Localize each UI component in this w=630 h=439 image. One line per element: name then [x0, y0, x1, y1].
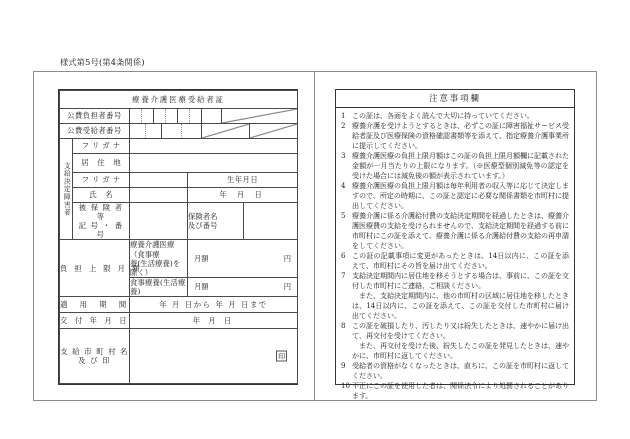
name-value[interactable]	[130, 188, 188, 203]
care-medical-label-line1: 療養介護医療（食事療	[130, 240, 175, 259]
note-text: この証の記載事項に変更があったときは、14日以内に、この証を添えて、市町村にその旨を届け出てください。	[352, 251, 569, 270]
note-item	[341, 111, 569, 121]
note-text: 療養介護に係る介護給付費の支給決定期間を経過したときは、療養介護医療費の支給を受けられませんので、支給決定期間を経過する前に市町村にこの証を添えて、療養介護に係る介護給付費の支給の再申請をしてください。	[352, 211, 569, 250]
name-furigana-label: フリガナ	[73, 173, 130, 188]
note-item	[341, 121, 569, 151]
card-title: 療養介護医療受給者証	[60, 91, 298, 109]
note-subtext: また、支給決定期間内に、他の市町村の区域に居住地を移したときは、14日以内に、この証を添えて、この証を交付した市町村に届け出てください。	[352, 291, 569, 320]
name-row	[60, 188, 298, 203]
certificate-card	[58, 89, 298, 385]
public-payer-row	[60, 109, 298, 124]
note-number: 2	[341, 121, 346, 130]
public-payer-strikethrough	[222, 109, 297, 123]
note-item	[341, 361, 569, 381]
notes-list	[336, 108, 574, 401]
insured-symbol-label	[73, 203, 130, 240]
care-medical-amount[interactable]	[188, 240, 298, 277]
insured-symbol-label-line1: 被 保 険 者 等	[78, 203, 124, 222]
issue-date-label: 交 付 年 月 日	[60, 313, 130, 329]
cap-label: 負 担 上 限 月 額	[60, 240, 130, 297]
recipient-vertical-label	[60, 139, 73, 240]
note-item	[341, 211, 569, 251]
note-number: 3	[341, 151, 346, 160]
public-recipient-row	[60, 124, 298, 139]
note-number: 6	[341, 251, 346, 260]
issue-date-row	[60, 313, 298, 329]
note-text: 受給者の資格がなくなったときは、直ちに、この証を市町村に返してください。	[352, 361, 569, 380]
note-subtext: また、再交付を受けた後、紛失したこの証を発見したときは、速やかに、市町村に返してください。	[352, 341, 569, 360]
meal-amount[interactable]	[188, 277, 298, 296]
insurer-label-line2: 及び番号	[188, 221, 218, 231]
care-medical-monthly-label: 月額	[194, 254, 209, 264]
public-payer-number-cells[interactable]	[130, 109, 298, 124]
note-number: 1	[341, 111, 346, 120]
note-item	[341, 151, 569, 181]
note-number: 9	[341, 361, 346, 370]
address-label: 居 住 地	[73, 154, 130, 173]
address-furigana-row	[60, 139, 298, 154]
public-recipient-strikethrough	[250, 124, 297, 138]
recipient-vertical-label-text: 支給決定障害者	[62, 161, 71, 217]
municipality-label-line1: 支 給 市 町 村 名	[60, 346, 129, 356]
form-number: 様式第5号(第4条関係)	[60, 57, 145, 67]
meal-yen-label: 円	[283, 282, 292, 292]
note-item	[341, 381, 569, 401]
note-text: この証を破損したり、汚したり又は紛失したときは、速やかに届け出て、再交付を受けてください。	[352, 321, 569, 340]
seal-icon: 印	[278, 352, 286, 361]
note-item	[341, 321, 569, 341]
care-medical-label-line2: 養(生活療養)を除く）	[130, 258, 181, 277]
note-item	[341, 251, 569, 271]
municipality-label	[60, 329, 130, 384]
note-item	[341, 181, 569, 211]
insured-symbol-label-line2: 記 号 ・ 番 号	[78, 221, 124, 240]
note-text: 不正にこの証を使用した者は、関係法令により処罰されることがあります。	[352, 381, 569, 400]
note-text: 療養介護を受けようとするときは、必ずこの証に障害福祉サービス受給者証及び医療保険の資格確認書類等を添えて、指定療養介護事業所に提示してください。	[352, 121, 569, 150]
address-row	[60, 154, 298, 173]
care-medical-yen-label: 円	[283, 254, 292, 264]
municipality-row	[60, 329, 298, 384]
meal-monthly-label: 月額	[194, 282, 209, 292]
note-number: 10	[341, 381, 350, 390]
notes-title: 注意事項欄	[336, 90, 574, 108]
note-number: 7	[341, 271, 346, 280]
note-text: 療養介護医療の負担上限月額はこの証の負担上限月額欄に記載された金額が一月当たりの上限になります。（※医療型個別減免等の認定を受けた場合には減免後の額が表示されています。）	[352, 151, 569, 180]
birth-value[interactable]: 年 月 日	[188, 188, 298, 203]
municipality-label-line2: 及 び 印	[78, 356, 111, 366]
name-label: 氏 名	[73, 188, 130, 203]
note-item	[341, 271, 569, 291]
public-recipient-label: 公費受給者番号	[60, 124, 130, 139]
meal-label: 食事療養(生活療養)	[130, 277, 186, 296]
apply-period-label: 適 用 期 間	[60, 297, 130, 313]
address-value[interactable]	[130, 154, 298, 173]
name-furigana-value[interactable]	[130, 173, 188, 188]
certificate-panel	[34, 72, 315, 400]
note-number: 4	[341, 181, 346, 190]
municipality-value[interactable]	[130, 329, 298, 384]
notes-panel	[315, 72, 596, 400]
birth-label: 生年月日	[188, 173, 298, 188]
note-number: 8	[341, 321, 346, 330]
insurer-value[interactable]	[244, 203, 298, 240]
apply-period-row	[60, 297, 298, 313]
public-recipient-number-cells[interactable]	[130, 124, 298, 139]
insured-row	[60, 203, 298, 240]
note-text: この証は、各面をよく読んで大切に持っていてください。	[352, 111, 534, 120]
insured-symbol-value[interactable]	[130, 203, 188, 240]
form-outer-frame	[33, 71, 597, 401]
notes-card	[335, 89, 575, 400]
name-furigana-row	[60, 173, 298, 188]
address-furigana-value[interactable]	[130, 139, 298, 154]
issue-date-value[interactable]: 年 月 日	[130, 313, 298, 329]
care-medical-label	[130, 240, 188, 277]
card-title-row	[60, 91, 298, 109]
address-furigana-label: フリガナ	[73, 139, 130, 154]
apply-period-value[interactable]: 年 月 日から 年 月 日まで	[130, 297, 298, 313]
note-number: 5	[341, 211, 346, 220]
note-text: 支給決定期間内に居住地を移そうとする場合は、事前に、この証を交付した市町村にご連絡、ご相談ください。	[352, 271, 569, 290]
public-recipient-strikethrough-small	[202, 124, 250, 138]
insurer-label-line1: 保険者名	[188, 212, 218, 222]
public-payer-label: 公費負担者番号	[60, 109, 130, 124]
note-text: 療養介護医療の負担上限月額は毎年利用者の収入等に応じて決定しますので、所定の時期に、この証と認定に必要な関係書類を市町村に提出してください。	[352, 181, 569, 210]
insurer-label	[188, 203, 244, 240]
cap-care-medical-row	[60, 240, 298, 277]
